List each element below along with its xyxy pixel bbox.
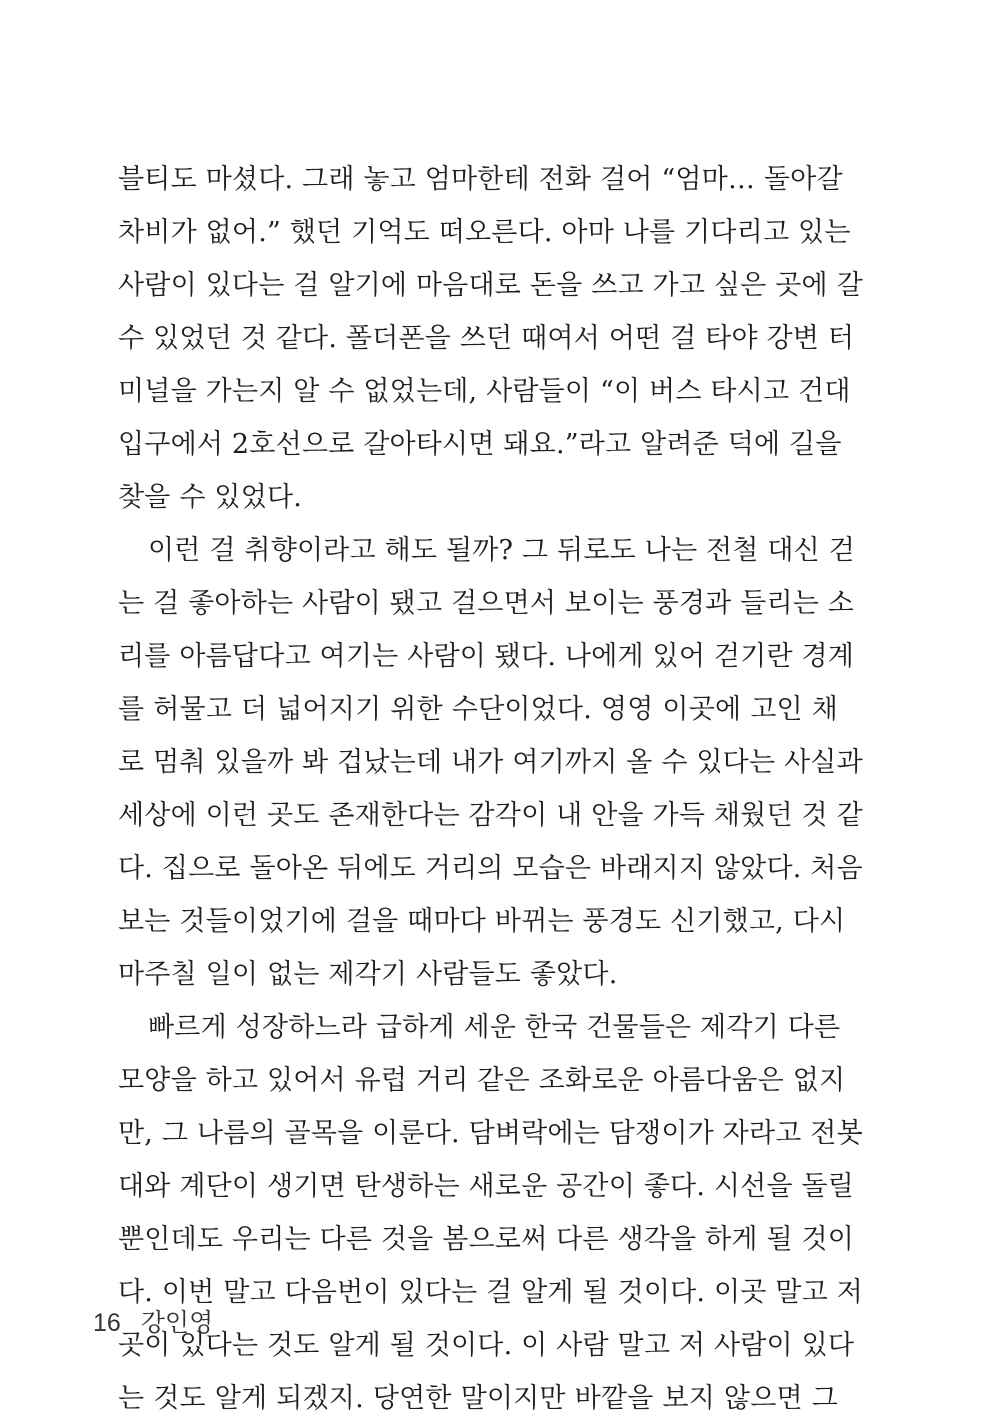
- text-line: 사람이 있다는 걸 알기에 마음대로 돈을 쓰고 가고 싶은 곳에 갈: [118, 270, 863, 301]
- paragraph-first-line: 이런 걸 취향이라고 해도 될까? 그 뒤로도 나는 전철 대신 걷: [148, 535, 855, 566]
- text-line: 수 있었던 것 같다. 폴더폰을 쓰던 때여서 어떤 걸 타야 강변 터: [118, 323, 855, 354]
- page-footer: [93, 1306, 213, 1340]
- body-text: [118, 153, 863, 1425]
- text-line: 마주칠 일이 없는 제각기 사람들도 좋았다.: [118, 959, 618, 990]
- text-line: 를 허물고 더 넓어지기 위한 수단이었다. 영영 이곳에 고인 채: [118, 694, 838, 725]
- text-line: 세상에 이런 곳도 존재한다는 감각이 내 안을 가득 채웠던 것 같: [118, 800, 863, 831]
- text-line: 대와 계단이 생기면 탄생하는 새로운 공간이 좋다. 시선을 돌릴: [118, 1171, 855, 1202]
- text-line: 찾을 수 있었다.: [118, 482, 303, 513]
- author-name: 강인영: [140, 1308, 214, 1337]
- text-line: 뿐인데도 우리는 다른 것을 봄으로써 다른 생각을 하게 될 것이: [118, 1224, 855, 1255]
- text-line: 미널을 가는지 알 수 없었는데, 사람들이 “이 버스 타시고 건대: [118, 376, 851, 407]
- text-line: 만, 그 나름의 골목을 이룬다. 담벼락에는 담쟁이가 자라고 전봇: [118, 1118, 863, 1149]
- text-line: 블티도 마셨다. 그래 놓고 엄마한테 전화 걸어 “엄마… 돌아갈: [118, 164, 843, 195]
- text-line: 곳이 있다는 것도 알게 될 것이다. 이 사람 말고 저 사람이 있다: [118, 1330, 855, 1361]
- text-line: 는 걸 좋아하는 사람이 됐고 걸으면서 보이는 풍경과 들리는 소: [118, 588, 855, 619]
- paragraph-first-line: 빠르게 성장하느라 급하게 세운 한국 건물들은 제각기 다른: [148, 1012, 841, 1043]
- text-line: 리를 아름답다고 여기는 사람이 됐다. 나에게 있어 걷기란 경계: [118, 641, 855, 672]
- text-line: 로 멈춰 있을까 봐 겁났는데 내가 여기까지 올 수 있다는 사실과: [118, 747, 863, 778]
- text-line: 보는 것들이었기에 걸을 때마다 바뀌는 풍경도 신기했고, 다시: [118, 906, 846, 937]
- text-line: 입구에서 2호선으로 갈아타시면 돼요.”라고 알려준 덕에 길을: [118, 429, 842, 460]
- text-line: 다. 이번 말고 다음번이 있다는 걸 알게 될 것이다. 이곳 말고 저: [118, 1277, 863, 1308]
- text-line: 차비가 없어.” 했던 기억도 떠오른다. 아마 나를 기다리고 있는: [118, 217, 851, 248]
- text-line: 는 것도 알게 되겠지. 당연한 말이지만 바깥을 보지 않으면 그: [118, 1383, 838, 1414]
- page-number: 16: [93, 1309, 121, 1337]
- text-line: 모양을 하고 있어서 유럽 거리 같은 조화로운 아름다움은 없지: [118, 1065, 846, 1096]
- text-line: 다. 집으로 돌아온 뒤에도 거리의 모습은 바래지지 않았다. 처음: [118, 853, 863, 884]
